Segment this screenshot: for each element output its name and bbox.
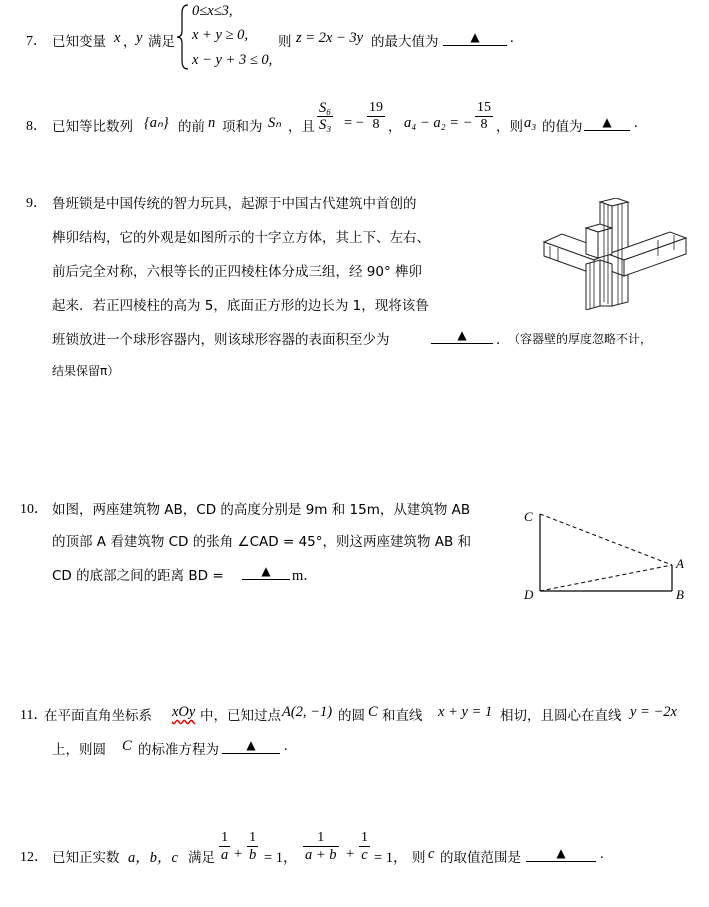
q7-number: 7． [26,34,47,49]
q7-objective: z = 2x − 3y [296,30,364,46]
q12-var-c: c [428,846,435,862]
q8-frac2-num: 19 [369,100,383,115]
q9-line-5: 班锁放进一个球形容器内，则该球形容器的表面积至少为 [52,332,390,348]
q12-text-2: 满足 [188,850,215,866]
q8-var-n: n [208,115,216,131]
luban-lock-figure [538,198,696,310]
q7-text-2: 满足 [148,34,175,50]
q11-text-5: 相切，且圆心在直线 [500,708,622,724]
q12-frac-c-den: c [361,847,368,863]
q12-frac-a-num: 1 [219,830,230,847]
label-d: D [524,587,534,602]
question-11 [20,700,696,760]
q8-text-1: 已知等比数列 [52,119,133,135]
q10-unit: m． [292,568,318,584]
question-10 [20,492,540,592]
q12-period: . [600,846,604,862]
q10-line-3: CD 的底部之间的距离 BD = [52,568,224,584]
q7-sep: ， [123,34,137,50]
q8-text-3: 项和为 [222,119,263,135]
q12-frac-1-over-a [219,830,230,863]
q8-frac3-num: 15 [477,100,491,115]
q12-frac-ab-num: 1 [303,830,339,847]
q11-xoy: xOy [172,704,196,720]
q12-plus-2: + [346,846,355,862]
q8-frac1-den: S₃ [319,117,332,133]
q12-frac-ab-den: a + b [305,847,337,863]
q9-line-3: 前后完全对称，六根等长的正四棱柱体分成三组，经 90° 榫卯 [52,264,423,280]
line-ca [540,514,672,565]
q10-number: 10． [20,502,48,517]
q7-constraint-2: x + y ≥ 0, [192,27,248,43]
q8-text-6: ，则 [496,119,523,135]
q11-circle-c-2: C [122,738,132,754]
q12-frac-1-over-b [247,830,258,863]
q12-eq-2: = 1， [374,850,408,866]
q9-answer-blank[interactable]: ▲ [431,328,493,344]
q8-sn: Sₙ [268,115,282,131]
q11-text-1: 在平面直角坐标系 [44,708,152,724]
q12-vars: a，b，c [128,850,178,866]
q9-note: （容器壁的厚度忽略不计， [508,332,653,346]
q12-frac-1-over-c [359,830,370,863]
q8-seq: {aₙ} [144,115,169,131]
q7-text-4: 的最大值为 [371,34,439,50]
q12-eq-1: = 1， [264,850,298,866]
q11-period: . [284,738,288,754]
q11-line-1: x + y = 1 [438,704,493,720]
q8-fraction-19-8 [367,100,385,133]
q7-period: . [510,30,514,46]
q12-text-1: 已知正实数 [52,850,120,866]
q8-text-4: ，且 [288,119,315,135]
q10-line-2: 的顶部 A 看建筑物 CD 的张角 ∠CAD = 45°，则这两座建筑物 AB 和 [52,534,472,550]
q8-a3: a₃ [524,115,537,131]
q12-frac-a-den: a [221,847,229,863]
q9-line-4: 起来．若正四棱柱的高为 5，底面正方形的边长为 1，现将该鲁 [52,298,429,314]
question-12 [20,830,696,880]
q8-fraction-s6-s3 [317,100,333,133]
question-7 [26,0,686,75]
q8-text-7: 的值为 [542,119,583,135]
q7-var-x: x [114,30,121,46]
q11-line2-b: 的标准方程为 [138,742,219,758]
q11-text-3: 的圆 [338,708,365,724]
q11-line2-a: 上，则圆 [52,742,106,758]
q11-line-2: y = −2x [630,704,677,720]
q12-frac-c-num: 1 [361,830,368,845]
q11-circle-c: C [368,704,378,720]
q11-point-a: A(2, −1) [282,704,333,720]
q10-answer-blank[interactable]: ▲ [242,564,290,580]
q7-brace-icon [176,3,190,71]
q8-frac1-num: S₆ [319,100,332,116]
q7-constraint-3: x − y + 3 ≤ 0, [192,52,273,68]
label-a: A [676,556,684,571]
q8-number: 8． [26,119,47,134]
q12-frac-1-over-ab [303,830,339,863]
question-8 [26,100,686,150]
q11-text-4: 和直线 [382,708,423,724]
q7-text-1: 已知变量 [52,34,106,50]
q9-line-1: 鲁班锁是中国传统的智力玩具，起源于中国古代建筑中首创的 [52,196,417,212]
q9-number: 9． [26,196,47,211]
q12-frac-b-den: b [249,847,257,863]
q7-answer-blank[interactable]: ▲ [443,30,507,46]
q11-number: 11． [20,708,48,723]
q8-text-2: 的前 [178,119,205,135]
q7-var-y: y [136,30,143,46]
line-da [540,565,672,591]
q12-frac-b-num: 1 [247,830,258,847]
q12-number: 12． [20,850,48,865]
q11-text-2: 中，已知过点 [200,708,281,724]
q8-text-5: ， [388,119,402,135]
q7-text-3: 则 [278,34,292,50]
label-b: B [676,587,684,602]
q7-constraint-1: 0≤x≤3, [192,3,233,19]
q8-answer-blank[interactable]: ▲ [584,115,630,131]
q8-fraction-15-8 [475,100,493,133]
q10-line-1: 如图，两座建筑物 AB，CD 的高度分别是 9m 和 15m，从建筑物 AB [52,502,471,518]
q12-text-3: 则 [412,850,426,866]
label-c: C [524,509,533,524]
q8-frac3-den: 8 [480,117,488,132]
q10-buildings-figure [518,502,698,606]
q8-diff-expr: a₄ − a₂ = − [404,115,473,131]
q9-line-6: 结果保留π） [52,364,120,378]
q11-answer-blank[interactable]: ▲ [222,738,280,754]
q12-plus-1: + [234,846,243,862]
q8-frac2-den: 8 [372,117,380,132]
q8-eq: = − [344,115,364,131]
q9-period: ． [496,332,510,348]
q12-text-4: 的取值范围是 [440,850,521,866]
q12-answer-blank[interactable]: ▲ [526,846,596,862]
q9-line-2: 榫卯结构，它的外观是如图所示的十字立方体，其上下、左右、 [52,230,430,246]
q8-period: . [634,115,638,131]
